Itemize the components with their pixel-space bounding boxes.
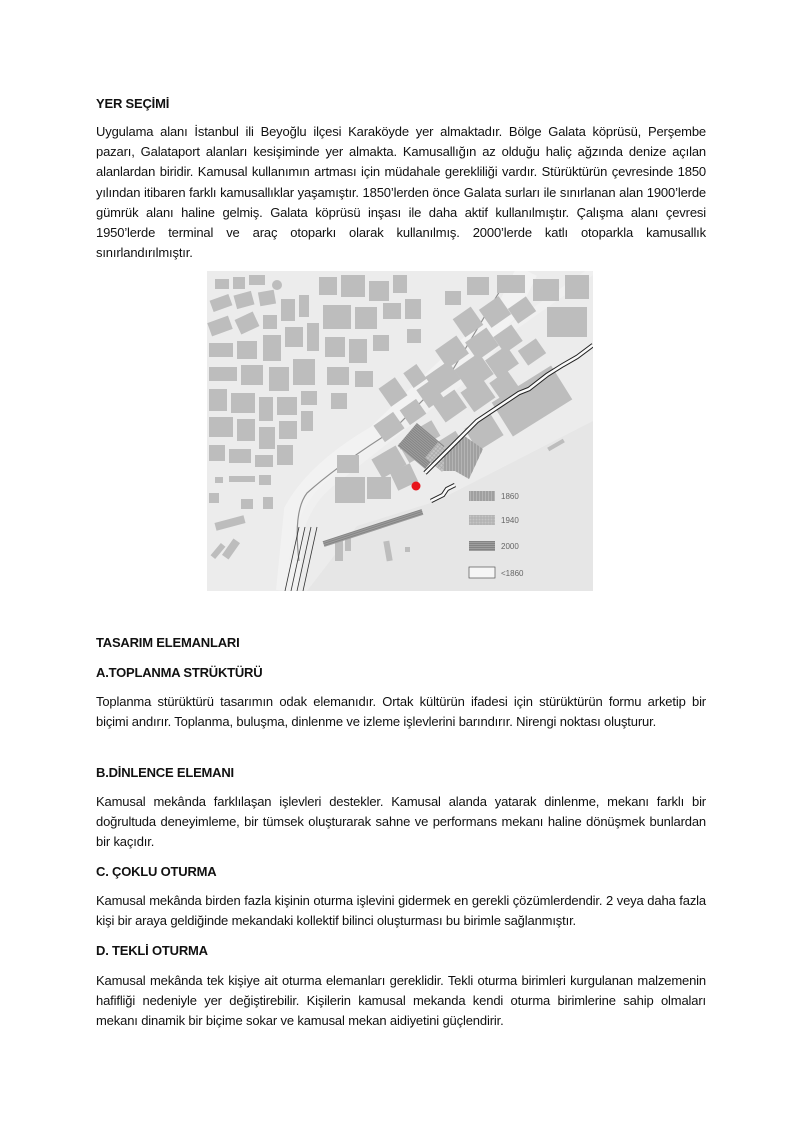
- legend-swatch-2000: [469, 541, 495, 551]
- paragraph-gathering-structure: Toplanma stürüktürü tasarımın odak elemanıdır. Ortak kültürün ifadesi için stürüktürün formu arketip bir biçimi andırır. Toplanma, buluşma, dinlenme ve izleme işlevlerini barındırır. Nirengi noktası oluşturur.: [96, 694, 706, 730]
- legend-swatch-pre1860: [469, 567, 495, 578]
- site-selection-paragraph: Uygulama alanı İstanbul ili Beyoğlu ilçesi Karaköyde yer almaktadır. Bölge Galata köprüsü, Perşembe pazarı, Galataport alanları kesişiminde yer almakta. Kamusallığın az olduğu haliç ağzında denize açılan alanlardan biridir. Kamusal kullanımın artması için müdahale gerekliliği vardır. Stürüktürün çevresinde 1850 yılından itibaren farklı kamusallıklar yaşamıştır. 1850’lerden önce Galata surları ile sınırlanan alan 1900’lerde gümrük alanı haline gelmiş. Galata köprüsü inşası ile daha aktif kullanılmıştır. Çalışma alanı çevresi 1950’lerde terminal ve araç otoparkı olarak kullanılmış. 2000’lerde katlı otoparkla kamusallık sınırlandırılmıştır.: [96, 124, 706, 261]
- paragraph-rest-element: Kamusal mekânda farklılaşan işlevleri destekler. Kamusal alanda yatarak dinlenme, mekanı farklı bir doğrultuda deneyimleme, bir tümsek oluşturarak sahne ve performans mekanı haline dönüşmek bunlardan bir kaçıdır.: [96, 794, 706, 850]
- location-marker: [412, 482, 421, 491]
- subheading-single-seating: D. TEKLİ OTURMA: [96, 943, 208, 958]
- site-map: [207, 271, 593, 591]
- legend-label-2000: 2000: [501, 542, 519, 551]
- subheading-rest-element: B.DİNLENCE ELEMANI: [96, 765, 234, 780]
- legend-label-1940: 1940: [501, 516, 519, 525]
- section-heading-design-elements: TASARIM ELEMANLARI: [96, 635, 240, 650]
- section-heading-site-selection: YER SEÇİMİ: [96, 96, 170, 111]
- legend-swatch-1940: [469, 515, 495, 525]
- subheading-multi-seating: C. ÇOKLU OTURMA: [96, 864, 217, 879]
- paragraph-multi-seating: Kamusal mekânda birden fazla kişinin oturma işlevini gidermek en gerekli çözümlerdendir. 2 veya daha fazla kişi bir araya geldiğinde mekandaki kollektif bilinci oluşturması bu birimle sağlanmıştır.: [96, 893, 706, 929]
- legend-swatch-1860: [469, 491, 495, 501]
- legend-label-pre1860: <1860: [501, 569, 524, 578]
- legend-label-1860: 1860: [501, 492, 519, 501]
- subheading-gathering-structure: A.TOPLANMA STRÜKTÜRÜ: [96, 665, 263, 680]
- paragraph-single-seating: Kamusal mekânda tek kişiye ait oturma elemanları gereklidir. Tekli oturma birimleri kurgulanan malzemenin hafifliği nedeniyle yer değiştirebilir. Kişilerin kamusal mekanda kendi oturma birimlerine sahip olmaları mekanı dinamik bir biçime sokar ve kamusal mekan aidiyetini güçlendirir.: [96, 973, 706, 1029]
- site-map-figure: [207, 271, 593, 591]
